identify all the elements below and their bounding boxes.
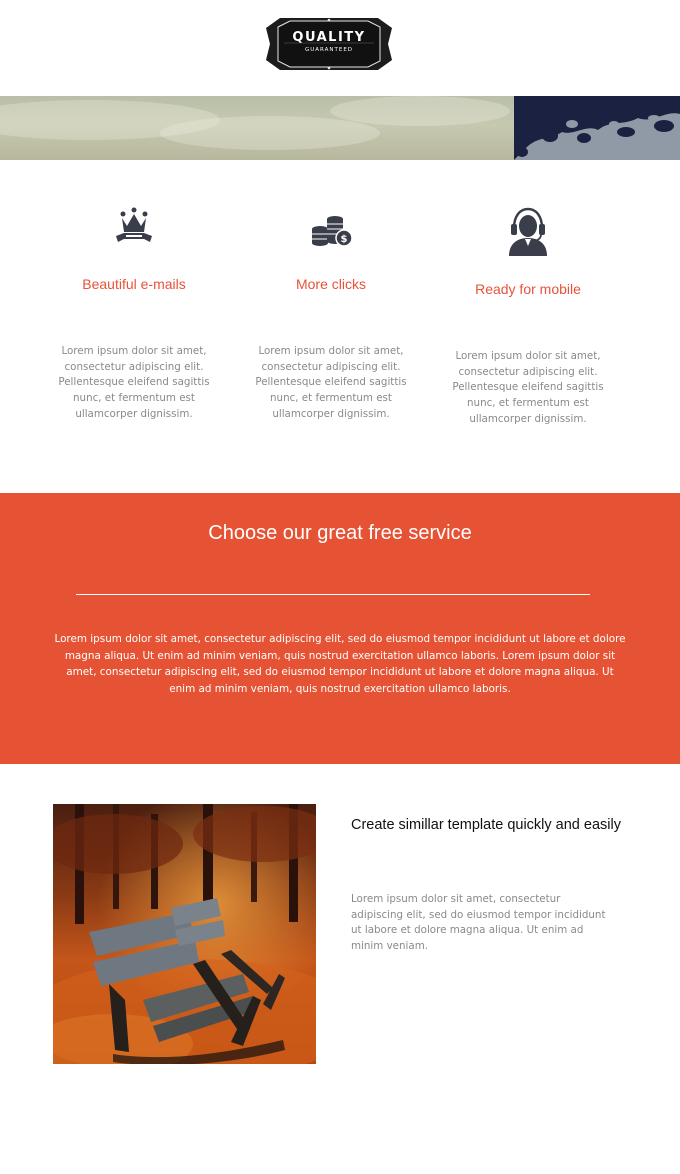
service-text: Lorem ipsum dolor sit amet, consectetur adipiscing elit, sed do eiusmod tempor incididunt ut labore et dolore magna aliqua. Ut enim ad minim veniam, quis nostrud exercitation ullamco laboris. Lorem ipsum dolor sit amet, consectetur adipiscing elit, sed do eiusmod tempor incididunt ut labore et dolore magna aliqua. Ut enim ad minim veniam, quis nostrud exercitation ullamco laboris. <box>54 633 626 695</box>
feature-title: More clicks <box>295 276 366 292</box>
hero-banner-image <box>0 96 680 160</box>
header <box>0 0 680 96</box>
service-title: Choose our great free service <box>208 522 472 544</box>
crown-icon <box>49 204 219 250</box>
service-section <box>0 493 680 764</box>
features-section <box>0 160 680 493</box>
tree-foliage <box>514 96 680 160</box>
svg-text:$: $ <box>340 234 348 245</box>
feature-text: Lorem ipsum dolor sit amet, consectetur adipiscing elit. Pellentesque eleifend sagittis nunc, et fermentum est ullamcorper dignissim. <box>452 350 604 425</box>
feature-text: Lorem ipsum dolor sit amet, consectetur adipiscing elit. Pellentesque eleifend sagittis nunc, et fermentum est ullamcorper dignissim. <box>255 345 407 420</box>
logo-subtitle: GUARANTEED <box>304 47 354 53</box>
quality-guaranteed-logo[interactable] <box>264 16 394 72</box>
autumn-bench-photo <box>53 804 316 1064</box>
feature-title: Beautiful e-mails <box>82 276 186 292</box>
headset-icon <box>443 206 613 252</box>
promo-section <box>0 764 680 1174</box>
feature-text: Lorem ipsum dolor sit amet, consectetur adipiscing elit. Pellentesque eleifend sagittis nunc, et fermentum est ullamcorper dignissim. <box>58 345 210 420</box>
divider <box>76 594 590 595</box>
logo-title: QUALITY <box>292 30 366 45</box>
promo-heading: Create simillar template quickly and easily <box>351 817 621 833</box>
promo-text: Lorem ipsum dolor sit amet, consectetur adipiscing elit, sed do eiusmod tempor incididunt ut labore et dolore magna aliqua. Ut enim ad minim veniam. <box>351 893 606 953</box>
coins-icon <box>246 207 416 253</box>
feature-title: Ready for mobile <box>475 281 581 297</box>
